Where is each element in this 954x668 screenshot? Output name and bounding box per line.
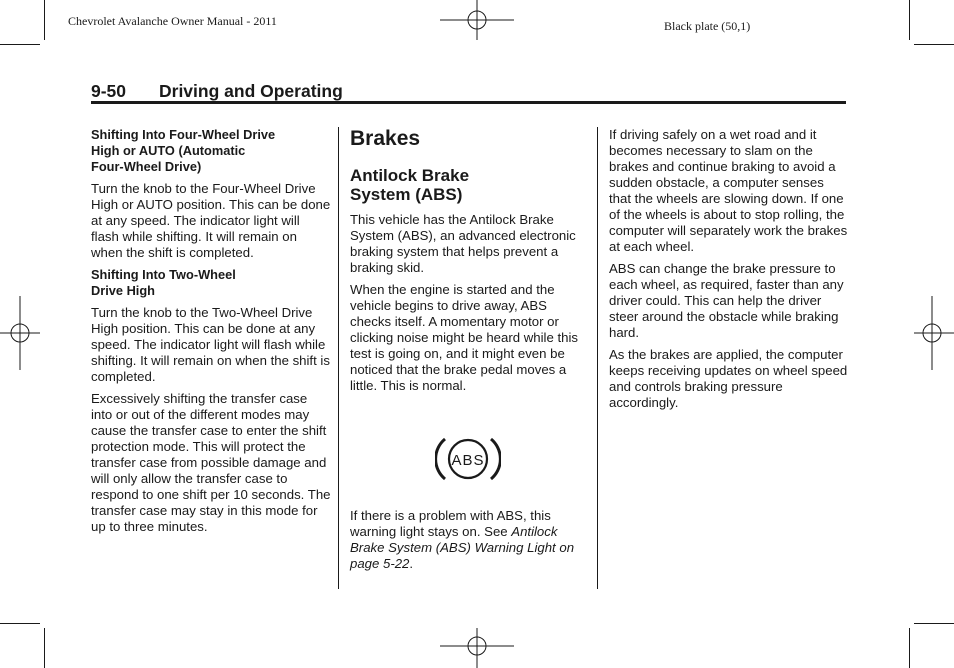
crop-mark bbox=[0, 44, 40, 45]
subheading-line: Antilock Brake bbox=[350, 166, 470, 185]
paragraph: When the engine is started and the vehicle begins to drive away, ABS checks itself. A momentary motor or clicking noise might be heard while this test is going on, and it might even be noticed that the brake pedal moves a little. This is normal. bbox=[350, 282, 578, 393]
crop-mark bbox=[44, 628, 45, 668]
paragraph-text: . bbox=[409, 556, 414, 571]
subheading-four-wheel-high bbox=[91, 127, 331, 175]
column-right bbox=[609, 127, 849, 417]
subheading-line: Shifting Into Four-Wheel Drive bbox=[91, 127, 276, 142]
paragraph bbox=[350, 508, 586, 572]
column-divider bbox=[338, 127, 339, 589]
crop-mark bbox=[0, 623, 40, 624]
header-rule bbox=[91, 101, 846, 104]
paragraph-text: If there is a problem with ABS, this warning light stays on. See bbox=[350, 508, 551, 539]
abs-warning-icon bbox=[435, 433, 501, 485]
paragraph: As the brakes are applied, the computer keeps receiving updates on wheel speed and controls braking pressure accordingly. bbox=[609, 347, 848, 410]
paragraph: If driving safely on a wet road and it becomes necessary to slam on the brakes and continue braking to avoid a sudden obstacle, a computer senses that the wheels are slowing down. If one of the wheels is about to stop rolling, the computer will separately work the brakes at each wheel. bbox=[609, 127, 848, 254]
subheading-line: System (ABS) bbox=[350, 185, 463, 204]
section-title: Driving and Operating bbox=[159, 81, 343, 101]
registration-mark-left bbox=[0, 296, 40, 372]
column-left bbox=[91, 127, 331, 541]
paragraph: This vehicle has the Antilock Brake System (ABS), an advanced electronic braking system that helps prevent a braking skid. bbox=[350, 212, 576, 275]
plate-label: Black plate (50,1) bbox=[664, 19, 751, 33]
subheading-line: High or AUTO (Automatic bbox=[91, 143, 246, 158]
paragraph: ABS can change the brake pressure to each wheel, as required, faster than any driver could. This can help the driver steer around the obstacle while braking hard. bbox=[609, 261, 844, 340]
abs-symbol-text: ABS bbox=[451, 452, 485, 469]
crop-mark bbox=[914, 623, 954, 624]
subheading-line: Drive High bbox=[91, 283, 155, 298]
crop-mark bbox=[909, 0, 910, 40]
subheading-two-wheel-high bbox=[91, 267, 331, 299]
paragraph: Turn the knob to the Two-Wheel Drive High position. This can be done at any speed. The indicator light will flash while shifting. It will remain on when the shift is completed. bbox=[91, 305, 330, 384]
subheading-line: Four-Wheel Drive) bbox=[91, 159, 202, 174]
crop-mark bbox=[914, 44, 954, 45]
page-heading: Brakes bbox=[350, 127, 421, 150]
crop-mark bbox=[909, 628, 910, 668]
column-middle bbox=[350, 127, 586, 578]
subheading-line: Shifting Into Two-Wheel bbox=[91, 267, 236, 282]
registration-mark-top bbox=[440, 0, 516, 44]
section-header bbox=[91, 81, 343, 102]
crop-mark bbox=[44, 0, 45, 40]
paragraph: Turn the knob to the Four-Wheel Drive High or AUTO position. This can be done at any speed. The indicator light will flash while shifting. It will remain on when the shift is completed. bbox=[91, 181, 331, 260]
column-divider bbox=[597, 127, 598, 589]
manual-title: Chevrolet Avalanche Owner Manual - 2011 bbox=[68, 14, 277, 28]
paragraph: Excessively shifting the transfer case into or out of the different modes may cause the transfer case to enter the shift protection mode. This will protect the transfer case from possible damage and will only allow the transfer case to respond to one shift per 10 seconds. The transfer case may stay in this mode for up to three minutes. bbox=[91, 391, 331, 534]
registration-mark-bottom bbox=[440, 626, 516, 668]
section-subheading bbox=[350, 166, 586, 204]
registration-mark-right bbox=[912, 296, 954, 372]
abs-warning-symbol bbox=[350, 400, 586, 508]
cross-reference: Antilock Brake System (ABS) Warning Light on page 5-22 bbox=[350, 524, 575, 571]
page-number: 9-50 bbox=[91, 81, 127, 101]
